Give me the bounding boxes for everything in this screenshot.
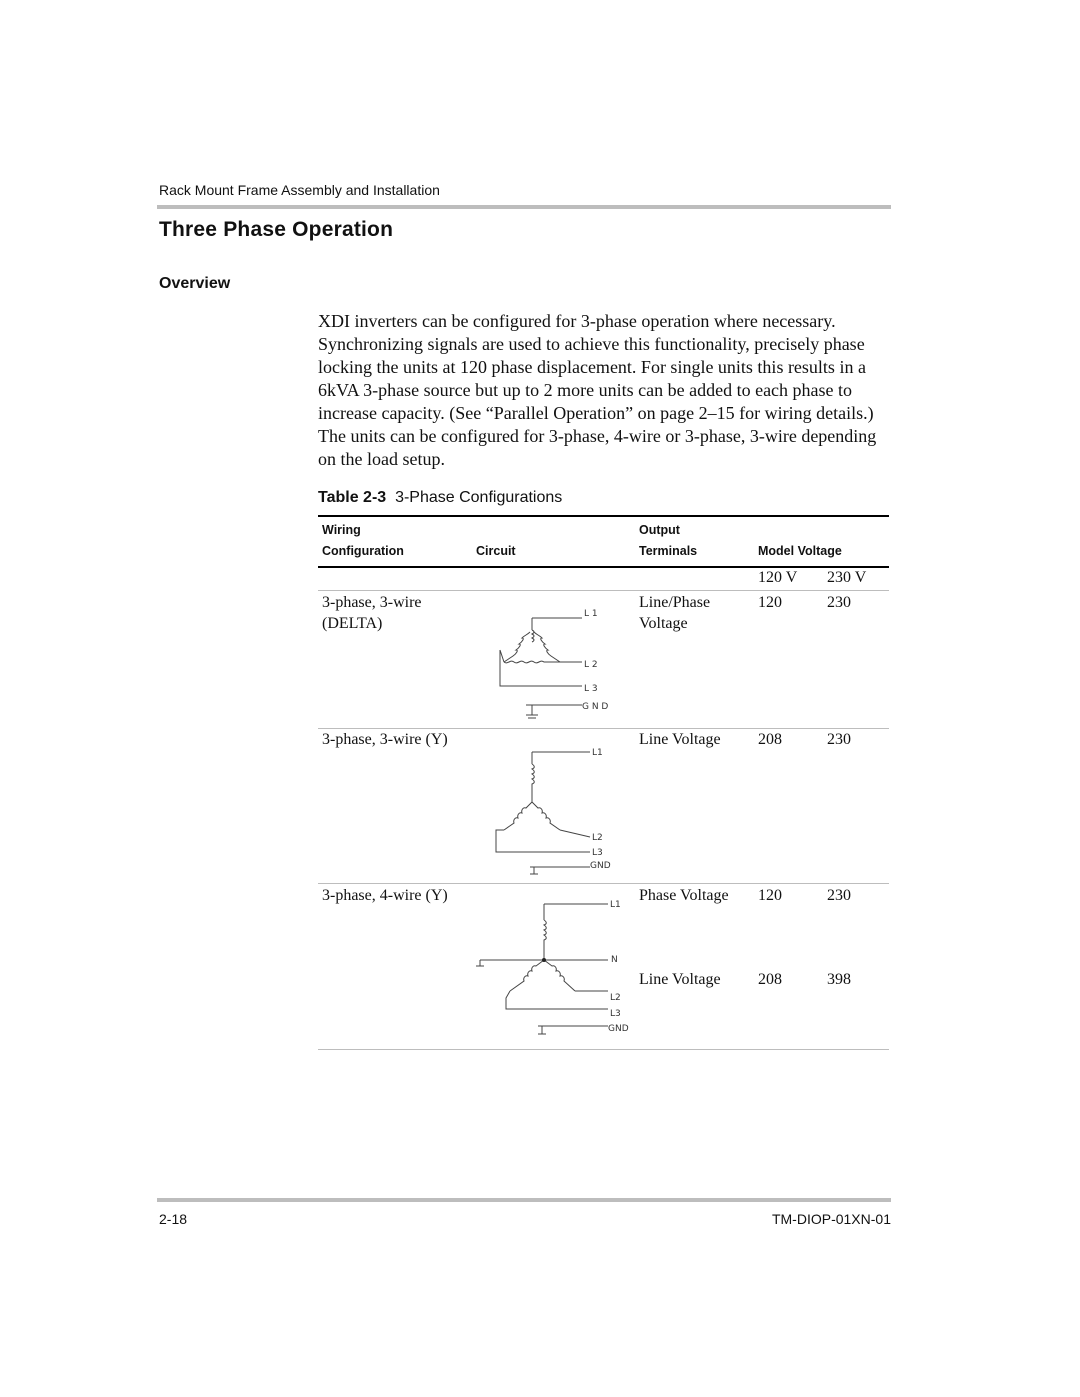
- row-wye3-terminal: Line Voltage: [639, 731, 721, 748]
- delta-label-l2: L 2: [584, 660, 598, 670]
- wye4-label-gnd: GND: [608, 1024, 629, 1034]
- wye-4wire-circuit-diagram: [470, 896, 640, 1046]
- row-wye4-line-v230: 398: [827, 971, 851, 988]
- row-wye4-terminal-line: Line Voltage: [639, 971, 721, 988]
- wye3-label-l3: L3: [592, 848, 603, 858]
- row-divider: [318, 590, 889, 591]
- header-output: Output: [639, 523, 680, 537]
- table-bottom-rule: [318, 1049, 889, 1050]
- header-configuration: Configuration: [322, 544, 404, 558]
- wye4-label-l1: L1: [610, 900, 621, 910]
- row-delta-v120: 120: [758, 594, 782, 611]
- subsection-title: Overview: [159, 275, 231, 292]
- section-title: Three Phase Operation: [159, 218, 394, 241]
- row-delta-config-sub: (DELTA): [322, 615, 383, 632]
- row-wye4-phase-v120: 120: [758, 887, 782, 904]
- row-divider: [318, 728, 889, 729]
- row-wye3-config: 3-phase, 3-wire (Y): [322, 731, 448, 748]
- row-divider: [318, 883, 889, 884]
- header-rule: [157, 205, 891, 209]
- document-id: TM-DIOP-01XN-01: [771, 1211, 891, 1227]
- overview-paragraph: XDI inverters can be configured for 3-phase operation where necessary. Synchronizing signals are used to achieve this functionality, precisely phase locking the units at 120 phase displacement. For single units this results in a 6kVA 3-phase source but up to 2 more units can be added to each phase to increase capacity. (See “Parallel Operation” on page 2–15 for wiring details.) The units can be configured for 3-phase, 4-wire or 3-phase, 3-wire depending on the load setup.: [318, 311, 877, 469]
- row-wye3-v120: 208: [758, 731, 782, 748]
- footer-rule: [157, 1198, 891, 1202]
- wye3-label-gnd: GND: [590, 861, 611, 871]
- table-top-rule: [318, 515, 889, 517]
- model-column-230v: 230 V: [827, 569, 867, 586]
- wye-3wire-circuit-diagram: [490, 740, 630, 880]
- row-delta-terminal-sub: Voltage: [639, 615, 688, 632]
- row-delta-v230: 230: [827, 594, 851, 611]
- model-column-120v: 120 V: [758, 569, 798, 586]
- delta-label-l1: L 1: [584, 609, 598, 619]
- row-delta-config: 3-phase, 3-wire: [322, 594, 422, 611]
- header-terminals: Terminals: [639, 544, 698, 558]
- running-header: Rack Mount Frame Assembly and Installation: [159, 182, 440, 198]
- delta-label-gnd: G N D: [582, 702, 609, 712]
- table-caption: [318, 489, 562, 507]
- wye4-label-n: N: [611, 955, 618, 965]
- header-wiring: Wiring: [322, 523, 361, 537]
- delta-circuit-diagram: [490, 600, 630, 725]
- delta-label-l3: L 3: [584, 684, 598, 694]
- row-wye4-terminal-phase: Phase Voltage: [639, 887, 729, 904]
- wye3-label-l2: L2: [592, 833, 603, 843]
- row-wye4-config: 3-phase, 4-wire (Y): [322, 887, 448, 904]
- wye4-label-l3: L3: [610, 1009, 621, 1019]
- header-circuit: Circuit: [476, 544, 516, 558]
- row-wye4-phase-v230: 230: [827, 887, 851, 904]
- neutral-node: [542, 958, 546, 962]
- wye3-label-l1: L1: [592, 748, 603, 758]
- table-caption-title: 3-Phase Configurations: [395, 489, 563, 506]
- header-model-voltage: Model Voltage: [758, 544, 842, 558]
- row-wye3-v230: 230: [827, 731, 851, 748]
- row-delta-terminal: Line/Phase: [639, 594, 711, 611]
- wye4-label-l2: L2: [610, 993, 621, 1003]
- row-wye4-line-v120: 208: [758, 971, 782, 988]
- table-header-rule: [318, 566, 889, 568]
- page-number: 2-18: [159, 1211, 188, 1227]
- table-caption-number: Table 2-3: [318, 489, 387, 506]
